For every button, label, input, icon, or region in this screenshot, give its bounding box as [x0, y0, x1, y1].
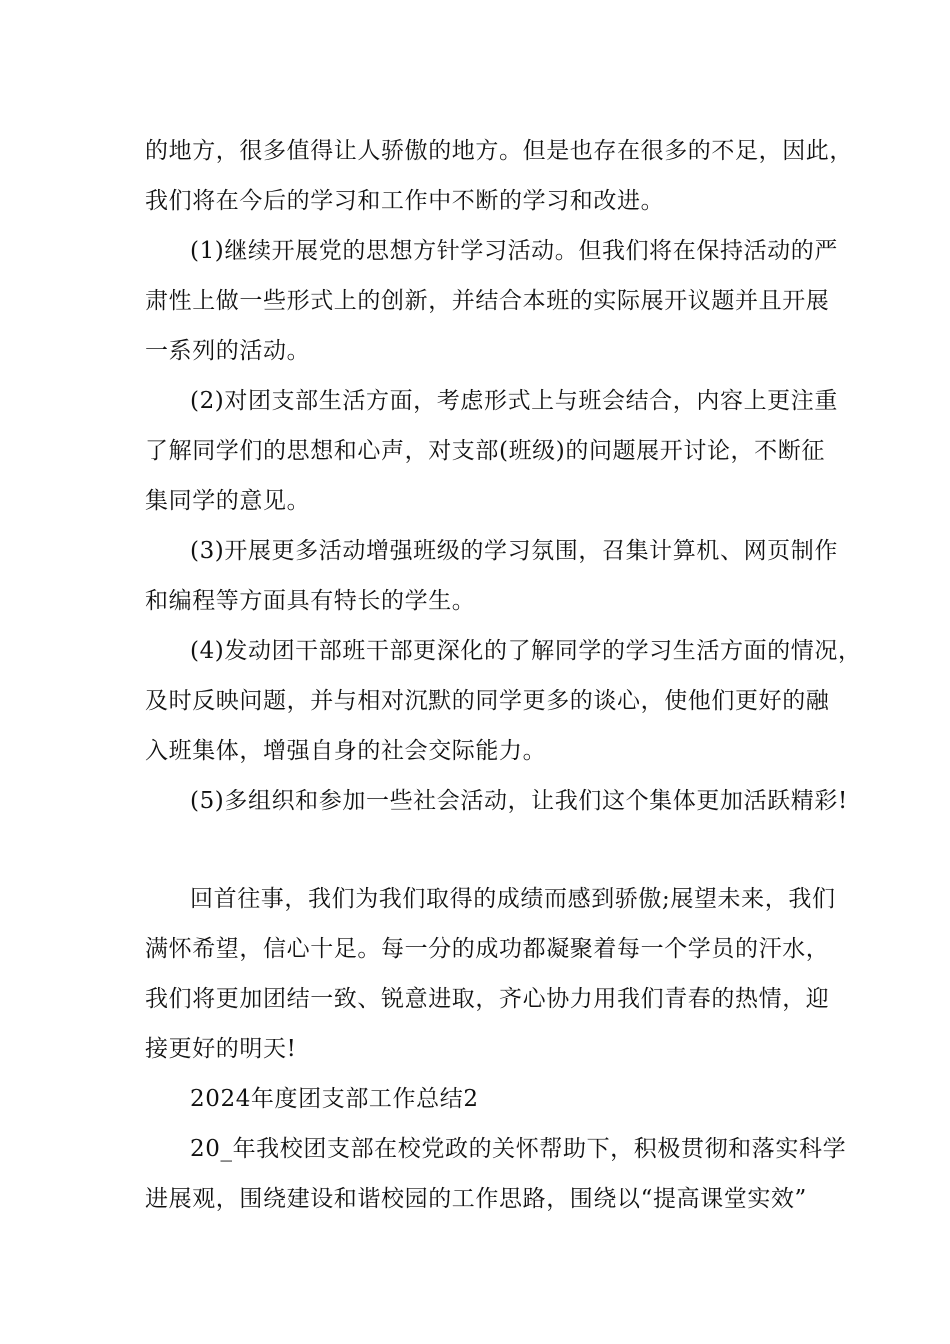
- text-line: 的地方，很多值得让人骄傲的地方。但是也存在很多的不足，因此，: [145, 138, 853, 164]
- text-line: 我们将在今后的学习和工作中不断的学习和改进。: [145, 188, 665, 214]
- section-heading: 2024年度团支部工作总结2: [190, 1086, 479, 1112]
- list-item-1-line: (1)继续开展党的思想方针学习活动。但我们将在保持活动的严: [190, 238, 838, 264]
- text-line: 和编程等方面具有特长的学生。: [145, 588, 476, 614]
- text-line: 接更好的明天!: [145, 1036, 297, 1062]
- conclusion-line: 回首往事，我们为我们取得的成绩而感到骄傲;展望未来，我们: [190, 886, 836, 912]
- text-line: 满怀希望，信心十足。每一分的成功都凝聚着每一个学员的汗水，: [145, 936, 830, 962]
- text-line: 我们将更加团结一致、锐意进取，齐心协力用我们青春的热情，迎: [145, 986, 830, 1012]
- paragraph-start-line: 20_年我校团支部在校党政的关怀帮助下，积极贯彻和落实科学: [190, 1136, 847, 1162]
- text-line: 肃性上做一些形式上的创新，并结合本班的实际展开议题并且开展: [145, 288, 830, 314]
- list-item-3-line: (3)开展更多活动增强班级的学习氛围，召集计算机、网页制作: [190, 538, 838, 564]
- text-line: 了解同学们的思想和心声，对支部(班级)的问题展开讨论，不断征: [145, 438, 825, 464]
- list-item-4-line: (4)发动团干部班干部更深化的了解同学的学习生活方面的情况，: [190, 638, 862, 664]
- list-item-2-line: (2)对团支部生活方面，考虑形式上与班会结合，内容上更注重: [190, 388, 838, 414]
- text-line: 及时反映问题，并与相对沉默的同学更多的谈心，使他们更好的融: [145, 688, 830, 714]
- list-item-5-line: (5)多组织和参加一些社会活动，让我们这个集体更加活跃精彩!: [190, 788, 848, 814]
- text-line: 入班集体，增强自身的社会交际能力。: [145, 738, 547, 764]
- text-line: 一系列的活动。: [145, 338, 311, 364]
- text-line: 集同学的意见。: [145, 488, 311, 514]
- text-line: 进展观，围绕建设和谐校园的工作思路，围绕以“提高课堂实效”: [145, 1186, 807, 1212]
